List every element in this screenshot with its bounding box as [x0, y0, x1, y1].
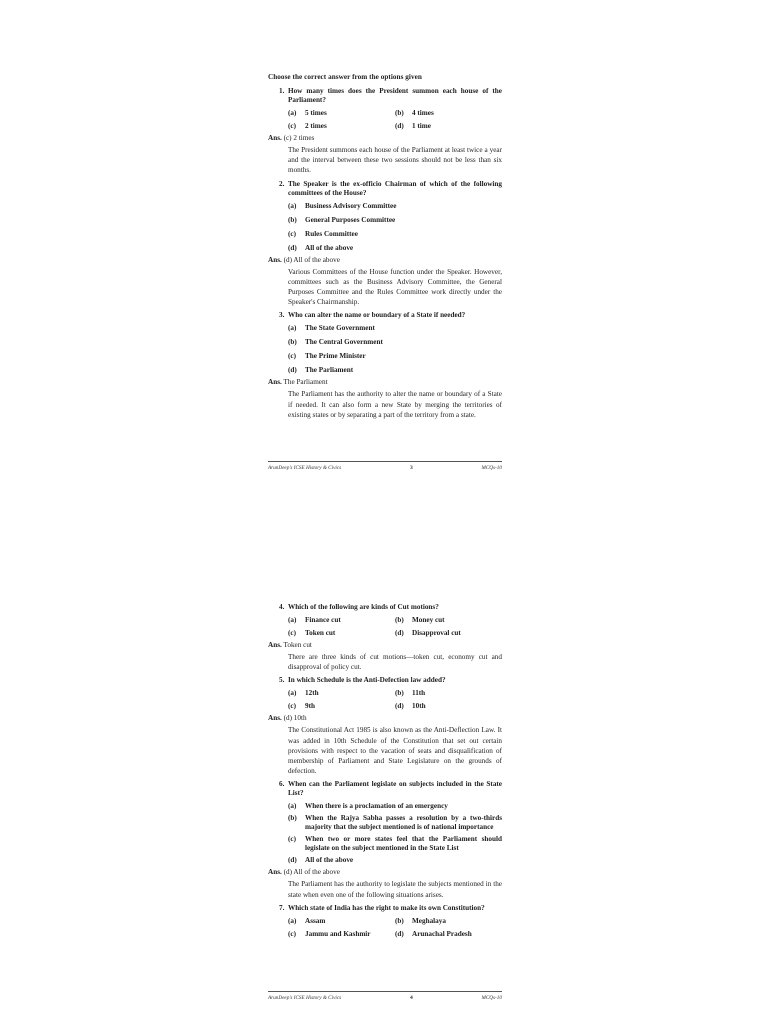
question-5: [268, 676, 502, 776]
question-number: 1.: [279, 87, 285, 95]
footer-book-title: ArunDeep's ICSE History & Civics: [268, 465, 342, 471]
question-stem: When can the Parliament legislate on subjects included in the State List?: [288, 780, 502, 798]
option-label: (b): [288, 338, 297, 347]
option-label: (a): [288, 324, 297, 333]
option-c: [288, 352, 502, 361]
answer-label: Ans.: [268, 134, 282, 142]
option-label: (b): [395, 616, 404, 624]
option-text: 12th: [305, 689, 319, 698]
option-text: 4 times: [412, 109, 434, 117]
option-c: [288, 230, 502, 239]
option-label: (c): [288, 229, 296, 238]
option-b: [288, 338, 502, 347]
answer-text: (d) All of the above: [283, 868, 340, 877]
option-text: The State Government: [305, 324, 375, 333]
option-d: [395, 629, 502, 638]
answer-text: Token cut: [283, 641, 312, 649]
footer-section: MCQs-10: [481, 995, 502, 1001]
option-label: (c): [288, 929, 296, 938]
option-text: Money cut: [412, 616, 445, 624]
question-text: [268, 904, 502, 913]
option-a: [288, 109, 395, 118]
page-3: [268, 73, 502, 424]
option-text: 10th: [412, 702, 426, 711]
option-a: [288, 689, 395, 698]
option-c: [288, 629, 395, 638]
option-b: [288, 814, 502, 832]
option-text: All of the above: [305, 856, 354, 865]
option-text: Disapproval cut: [412, 629, 461, 637]
options: [268, 324, 502, 375]
footer-book-title: ArunDeep's ICSE History & Civics: [268, 995, 342, 1001]
option-text: Business Advisory Committee: [305, 201, 397, 210]
option-d: [395, 122, 502, 131]
question-stem: Which of the following are kinds of Cut motions?: [288, 603, 439, 611]
explanation: There are three kinds of cut motions—token cut, economy cut and disapproval of policy cut.: [288, 653, 502, 672]
answer-label: Ans.: [268, 378, 282, 387]
option-c: [288, 835, 502, 853]
question-stem: Which state of India has the right to make its own Constitution?: [288, 903, 485, 912]
question-text: [268, 311, 502, 320]
option-label: (d): [288, 243, 297, 252]
option-d: [288, 366, 502, 375]
footer-section: MCQs-10: [481, 465, 502, 471]
option-text: The Prime Minister: [305, 352, 366, 361]
answer-text: (c) 2 times: [283, 134, 315, 142]
option-a: [288, 917, 395, 926]
explanation: The President summons each house of the Parliament at least twice a year and the interval between these two sessions should not be less than six months.: [288, 146, 502, 175]
option-label: (b): [288, 814, 297, 823]
option-text: The Central Government: [305, 338, 383, 347]
option-c: [288, 702, 395, 711]
explanation: The Parliament has the authority to legislate the subjects mentioned in the state when even one of the following situations arises.: [288, 880, 502, 899]
option-d: [288, 244, 502, 253]
question-stem: In which Schedule is the Anti-Defection law added?: [288, 676, 446, 685]
page-footer: [268, 991, 502, 1001]
option-a: [288, 202, 502, 211]
question-stem: Who can alter the name or boundary of a State if needed?: [288, 311, 466, 320]
question-number: 4.: [279, 603, 285, 611]
option-b: [288, 216, 502, 225]
question-number: 6.: [279, 780, 285, 789]
option-a: [288, 324, 502, 333]
question-number: 7.: [279, 903, 285, 912]
question-7: [268, 904, 502, 939]
option-label: (d): [288, 856, 297, 865]
question-text: [268, 780, 502, 798]
page-footer: [268, 461, 502, 471]
options: [268, 109, 502, 131]
option-text: When the Rajya Sabha passes a resolution by a two-thirds majority that the subject mentioned is of national importance: [305, 814, 502, 832]
answer-label: Ans.: [268, 641, 282, 649]
option-label: (d): [395, 929, 404, 938]
answer-text: (d) 10th: [283, 714, 307, 723]
option-text: Finance cut: [305, 616, 341, 624]
option-label: (c): [288, 629, 296, 637]
option-label: (a): [288, 616, 297, 624]
option-label: (c): [288, 352, 296, 361]
question-stem: How many times does the President summon each house of the Parliament?: [288, 87, 502, 104]
options: [268, 616, 502, 638]
option-text: Rules Committee: [305, 229, 358, 238]
question-number: 5.: [279, 676, 285, 685]
option-b: [395, 616, 502, 625]
answer: [268, 641, 502, 650]
option-label: (a): [288, 201, 297, 210]
option-d: [395, 930, 502, 939]
option-label: (a): [288, 689, 297, 698]
option-label: (c): [288, 122, 296, 130]
option-d: [395, 702, 502, 711]
option-label: (a): [288, 109, 297, 117]
options: [268, 689, 502, 711]
option-b: [395, 109, 502, 118]
answer-label: Ans.: [268, 255, 282, 264]
option-text: All of the above: [305, 243, 354, 252]
option-label: (b): [395, 916, 404, 925]
option-label: (a): [288, 916, 297, 925]
option-text: Arunachal Pradesh: [412, 929, 472, 938]
question-text: [268, 87, 502, 105]
question-number: 3.: [279, 311, 285, 320]
option-d: [288, 856, 502, 865]
answer-label: Ans.: [268, 868, 282, 877]
option-text: General Purposes Committee: [305, 215, 396, 224]
question-text: [268, 603, 502, 612]
option-text: Meghalaya: [412, 916, 446, 925]
options: [268, 802, 502, 865]
answer: [268, 714, 502, 723]
answer-text: The Parliament: [283, 378, 328, 387]
section-heading: Choose the correct answer from the options given: [268, 73, 422, 81]
option-a: [288, 802, 502, 811]
answer: [268, 378, 502, 387]
option-text: 5 times: [305, 109, 327, 117]
option-label: (b): [395, 689, 404, 698]
option-text: 1 time: [412, 122, 431, 130]
option-label: (d): [288, 366, 297, 375]
option-label: (d): [395, 122, 404, 130]
question-6: [268, 780, 502, 899]
question-text: [268, 676, 502, 685]
question-number: 2.: [279, 179, 285, 188]
option-b: [395, 917, 502, 926]
option-text: Jammu and Kashmir: [305, 929, 371, 938]
explanation: The Constitutional Act 1985 is also known as the Anti-Deflection Law. It was added in 10th Schedule of the Constitution that set out certain provisions with respect to the vacation of seats and disqualification of membership of Parliament and State Legislature on the grounds of defection.: [288, 726, 502, 776]
answer: [268, 256, 502, 265]
answer-text: (d) All of the above: [283, 255, 340, 264]
option-text: Token cut: [305, 629, 336, 637]
option-text: 9th: [305, 702, 315, 711]
option-text: When two or more states feel that the Parliament should legislate on the subject mentioned in the State List: [305, 835, 502, 853]
option-b: [395, 689, 502, 698]
option-a: [288, 616, 395, 625]
question-stem: The Speaker is the ex-officio Chairman of which of the following committees of the House?: [288, 179, 502, 197]
option-text: 11th: [412, 689, 426, 698]
answer: [268, 134, 502, 143]
option-text: When there is a proclamation of an emergency: [305, 802, 448, 811]
option-text: 2 times: [305, 122, 327, 130]
explanation: Various Committees of the House function under the Speaker. However, committees such as the Business Advisory Committee, the General Purposes Committee and the Rules Committee work directly under the Speaker's Chairmanship.: [288, 267, 502, 307]
question-2: [268, 180, 502, 308]
question-3: [268, 311, 502, 420]
option-label: (b): [395, 109, 404, 117]
question-4: [268, 603, 502, 672]
option-c: [288, 930, 395, 939]
question-text: [268, 180, 502, 198]
answer: [268, 868, 502, 877]
option-c: [288, 122, 395, 131]
option-label: (d): [395, 702, 404, 711]
option-label: (b): [288, 215, 297, 224]
option-label: (c): [288, 702, 296, 711]
options: [268, 917, 502, 939]
answer-label: Ans.: [268, 714, 282, 723]
option-text: Assam: [305, 916, 326, 925]
option-label: (d): [395, 629, 404, 637]
page-number: 3: [409, 465, 413, 471]
option-label: (c): [288, 835, 296, 844]
page-number: 4: [409, 995, 413, 1001]
explanation: The Parliament has the authority to alter the name or boundary of a State if needed. It can also form a new State by merging the territories of existing states or by separating a part of the territory from a state.: [288, 390, 502, 419]
page-4: [268, 603, 502, 942]
question-1: [268, 87, 502, 176]
option-label: (a): [288, 802, 297, 811]
option-text: The Parliament: [305, 366, 354, 375]
options: [268, 202, 502, 253]
